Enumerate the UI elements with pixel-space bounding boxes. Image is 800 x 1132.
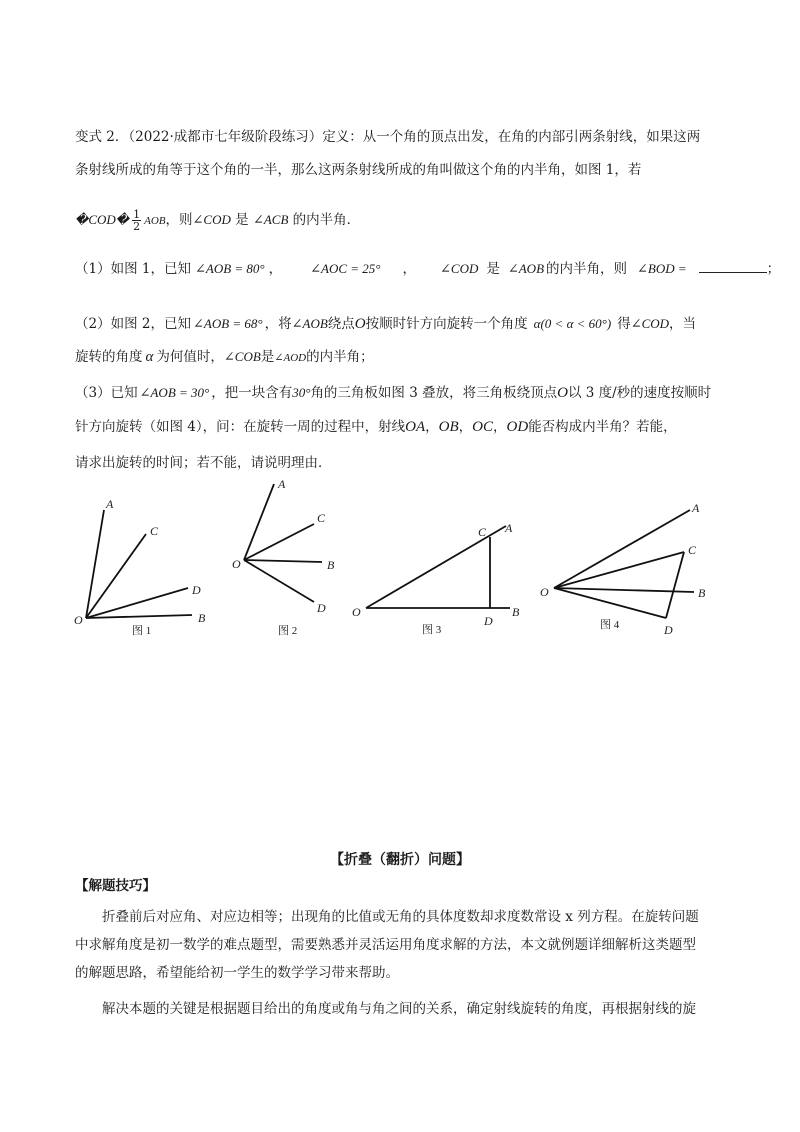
figure-4 — [540, 500, 720, 644]
label-o: O — [540, 585, 549, 599]
def-is: 是 — [230, 212, 253, 228]
figure-1 — [70, 490, 220, 654]
def-frac-num: 1 — [133, 208, 141, 221]
label-o: O — [232, 557, 241, 571]
q1-is: 是 — [486, 261, 500, 277]
para1-line-1: 折叠前后对应角、对应边相等；出现角的比值或无角的具体度数却求度数常设 x 列方程。在旋转问题 — [102, 909, 699, 925]
def-aob: AOB — [144, 215, 166, 227]
q2-line2-d: 的内半角； — [306, 349, 374, 365]
problem-label: 变式 2． — [75, 129, 129, 145]
def-frac-den: 2 — [133, 220, 141, 233]
q3-30: 30° — [292, 385, 311, 400]
label-b: B — [198, 611, 206, 625]
label-a: A — [505, 521, 513, 535]
q1-bod: ∠BOD = — [637, 261, 687, 276]
q2-t5: ，当 — [669, 316, 697, 332]
ray-od — [244, 560, 314, 602]
triangle-side — [666, 552, 684, 618]
q2-t1: ，将 — [264, 316, 292, 332]
label-a: A — [278, 477, 286, 491]
problem-line-1 — [75, 128, 735, 146]
def-acb: ∠ACB — [252, 212, 289, 227]
tips-paragraph-2 — [75, 995, 735, 1023]
problem-intro-2: 条射线所成的角等于这个角的一半，那么这两条射线所成的角叫做这个角的内半角，如图 1，若 — [75, 162, 642, 178]
label-c: C — [317, 511, 326, 525]
figure-4-diagram — [540, 500, 720, 640]
q3-sep-3: ， — [492, 419, 507, 435]
q3-line2-b: 能否构成内半角？若能， — [528, 419, 677, 435]
q3-sep-1: ， — [425, 419, 439, 435]
q1-cod: ∠COD — [440, 261, 479, 276]
q3-oa: OA — [405, 419, 426, 435]
def-prefix: �COD� — [75, 212, 130, 227]
question-3-line-3 — [75, 454, 735, 472]
figure-2-diagram — [228, 474, 348, 644]
para1-line-2: 中求解角度是初一数学的难点题型，需要熟悉并灵活运用角度求解的方法，本文就例题详细解析这类题型 — [75, 937, 696, 953]
problem-intro-1: 定义：从一个角的顶点出发，在角的内部引两条射线，如果这两 — [322, 129, 701, 145]
q3-oc: OC — [472, 419, 493, 435]
q2-o: O — [354, 316, 366, 332]
def-cod: ∠COD — [192, 212, 231, 227]
label-d: D — [192, 583, 201, 597]
label-d: D — [317, 601, 326, 615]
label-c: C — [150, 524, 159, 538]
definition-line — [75, 208, 735, 233]
q2-cob: ∠COB — [223, 349, 261, 364]
def-fraction — [132, 209, 141, 232]
q1-end: ； — [766, 261, 781, 277]
problem-source: （2022·成都市七年级阶段练习） — [128, 129, 323, 145]
label-c: C — [478, 525, 487, 539]
q3-ob: OB — [438, 419, 459, 435]
question-3-line-2 — [75, 418, 735, 436]
label-d: D — [664, 623, 673, 637]
label-d: D — [484, 614, 493, 628]
q3-od: OD — [506, 419, 529, 435]
label-b: B — [698, 586, 706, 600]
problem-line-2 — [75, 161, 735, 179]
figure-3-caption: 图 3 — [422, 624, 442, 636]
label-b: B — [327, 558, 335, 572]
q3-line3: 请求出旋转的时间；若不能，请说明理由． — [75, 455, 332, 471]
ray-oc — [86, 534, 146, 618]
ray-oc — [554, 552, 684, 588]
label-o: O — [352, 605, 361, 619]
q2-aod: ∠AOD — [274, 352, 307, 364]
label-b: B — [512, 605, 520, 619]
label-o: O — [74, 613, 83, 627]
label-a: A — [106, 497, 114, 511]
ray-oa — [86, 510, 104, 618]
def-mid: ，则 — [165, 212, 193, 228]
figure-4-caption: 图 4 — [600, 619, 620, 631]
ray-ob — [86, 615, 192, 618]
label-a: A — [692, 501, 700, 515]
q3-t2: 角的三角板如图 3 叠放，将三角板绕顶点 — [310, 385, 558, 401]
question-1: （1）如图 1，已知 ∠AOB = 80° ， ∠AOC = 25° ， ∠COD 是 ∠AOB 的内半角，则 ∠BOD = ； — [75, 261, 781, 277]
question-2-line-1 — [75, 315, 735, 333]
q2-line2-c: 是 — [260, 349, 275, 365]
q3-sep-2: ， — [458, 419, 473, 435]
q2-cod: ∠COD — [630, 316, 670, 331]
ray-oc — [244, 524, 314, 560]
q2-aob2: ∠AOB — [291, 316, 328, 331]
q2-alpha-range: α(0 < α < 60°) — [533, 316, 612, 331]
tips-heading: 【解题技巧】 — [75, 878, 156, 894]
label-c: C — [688, 543, 697, 557]
q2-t4: 得 — [617, 316, 631, 332]
figure-1-caption: 图 1 — [132, 625, 152, 637]
figure-3 — [350, 520, 530, 644]
q1-mid: 的内半角，则 — [546, 261, 628, 277]
q2-aob: ∠AOB = 68° — [192, 316, 263, 331]
q2-prefix: （2）如图 2，已知 — [75, 316, 191, 332]
figure-2-caption: 图 2 — [278, 625, 298, 637]
q2-t3: 按顺时针方向旋转一个角度 — [365, 316, 528, 332]
figure-1-diagram — [70, 490, 220, 650]
figure-2 — [228, 474, 348, 648]
tips-paragraph-1 — [75, 903, 735, 987]
ray-od — [86, 588, 188, 618]
question-2-line-2 — [75, 348, 735, 367]
q2-line2-b: 为何值时， — [156, 349, 224, 365]
q3-t3: 以 3 度/秒的速度按顺时 — [567, 385, 712, 401]
def-suffix: 的内半角． — [288, 212, 361, 228]
q3-aob: ∠AOB = 30° — [139, 385, 210, 400]
q2-t2: 绕点 — [327, 316, 355, 332]
q2-line2-a: 旋转的角度 — [75, 349, 143, 365]
ray-oa — [554, 510, 690, 588]
q1-answer-blank — [699, 260, 767, 273]
q1-aob2: ∠AOB — [507, 261, 545, 276]
q3-line2-a: 针方向旋转（如图 4），问：在旋转一周的过程中，射线 — [75, 419, 406, 435]
q1-prefix: （1）如图 1，已知 — [75, 261, 191, 277]
question-3-line-1 — [75, 384, 735, 402]
q1-aob: ∠AOB = 80° — [194, 261, 265, 276]
q1-aoc: ∠AOC = 25° — [310, 261, 381, 276]
q3-prefix: （3）已知 — [75, 385, 138, 401]
q3-o: O — [557, 385, 568, 401]
section-title: 【折叠（翻折）问题】 — [330, 852, 470, 868]
q2-alpha: α — [145, 349, 154, 365]
ray-oa — [244, 484, 274, 560]
q3-t1: ，把一块含有 — [211, 385, 293, 401]
ray-od — [554, 588, 666, 618]
ray-ob — [244, 560, 322, 562]
figure-3-diagram — [350, 520, 530, 640]
para1-line-3: 的解题思路，希望能给初一学生的数学学习带来帮助。 — [75, 965, 399, 981]
para2-line-1: 解决本题的关键是根据题目给出的角度或角与角之间的关系，确定射线旋转的角度，再根据射线的旋 — [102, 1001, 696, 1017]
